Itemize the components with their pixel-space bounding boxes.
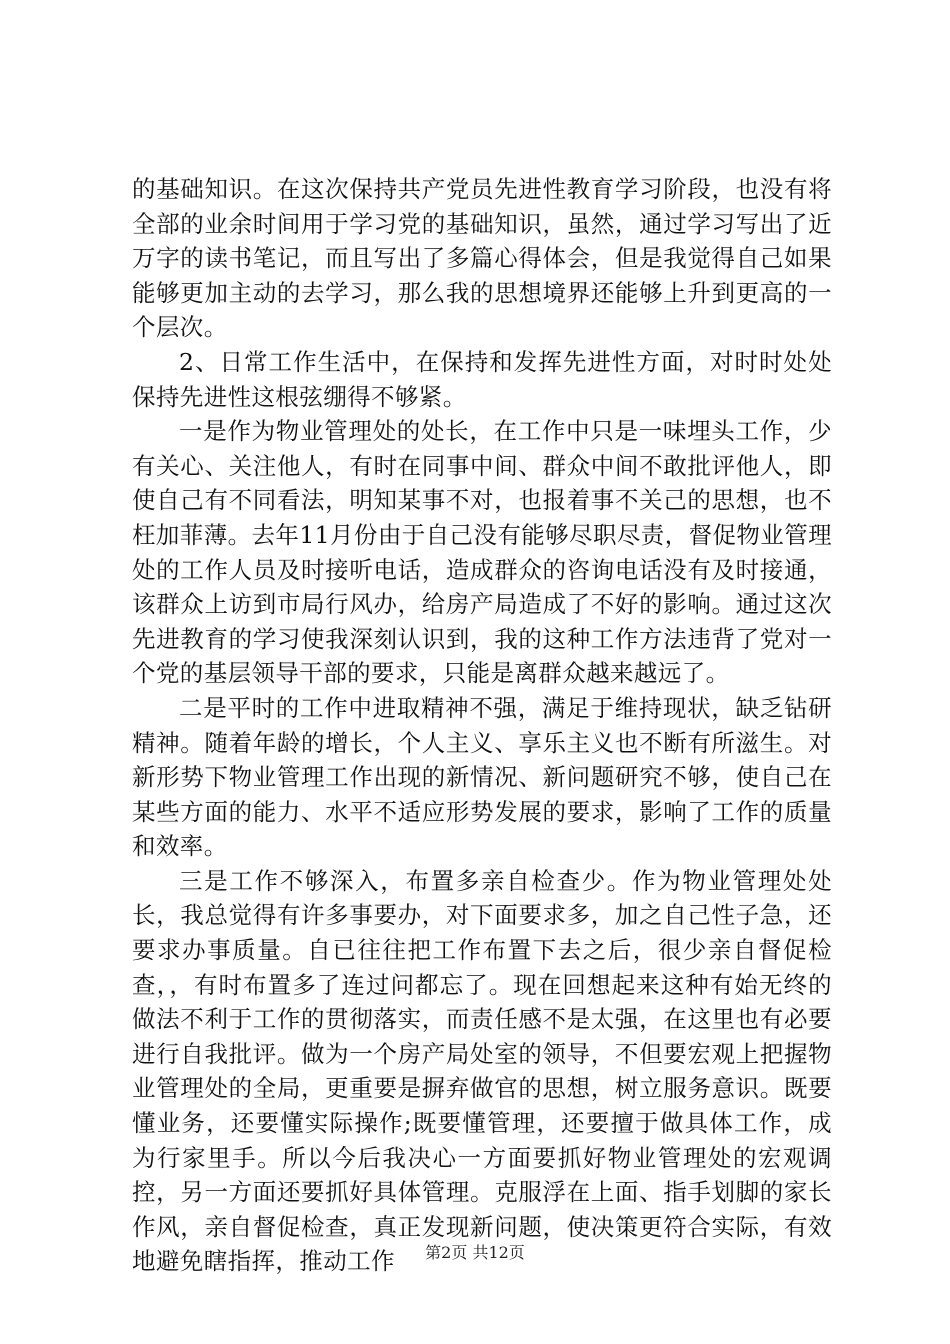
paragraph-3: 一是作为物业管理处的处长，在工作中只是一味埋头工作，少有关心、关注他人，有时在同事中间、群众中间不敢批评他人，即使自己有不同看法，明知某事不对，也报着事不关己的思想，也不枉加菲薄。去年11月份由于自己没有能够尽职尽责，督促物业管理处的工作人员及时接听电话，造成群众的咨询电话没有及时接通，该群众上访到市局行风办，给房产局造成了不好的影响。通过这次先进教育的学习使我深刻认识到，我的这种工作方法违背了党对一个党的基层领导干部的要求，只能是离群众越来越远了。 [132, 417, 832, 688]
page-number-footer: 第2页 共12页 [425, 1243, 525, 1262]
paragraph-2: 2、日常工作生活中，在保持和发挥先进性方面，对时时处处保持先进性这根弦绷得不够紧。 [132, 347, 832, 411]
paragraph-5: 三是工作不够深入，布置多亲自检查少。作为物业管理处处长，我总觉得有许多事要办，对下面要求多，加之自己性子急，还要求办事质量。自已往往把工作布置下去之后，很少亲自督促检查，，有时布置多了连过问都忘了。现在回想起来这种有始无终的做法不利于工作的贯彻落实，而责任感不是太强，在这里也有必要进行自我批评。做为一个房产局处室的领导，不但要宏观上把握物业管理处的全局，更重要是摒弃做官的思想，树立服务意识。既要懂业务，还要懂实际操作;既要懂管理，还要擅于做具体工作，成为行家里手。所以今后我决心一方面要抓好物业管理处的宏观调控，另一方面还要抓好具体管理。克服浮在上面、指手划脚的家长作风，亲自督促检查，真正发现新问题，使决策更符合实际，有效地避免瞎指挥，推动工作 [132, 866, 832, 1276]
paragraph-1: 的基础知识。在这次保持共产党员先进性教育学习阶段，也没有将全部的业余时间用于学习党的基础知识，虽然，通过学习写出了近万字的读书笔记，而且写出了多篇心得体会，但是我觉得自己如果能够更加主动的去学习，那么我的思想境界还能够上升到更高的一个层次。 [132, 175, 832, 342]
document-body [132, 172, 832, 1279]
paragraph-4: 二是平时的工作中进取精神不强，满足于维持现状，缺乏钻研精神。随着年龄的增长，个人主义、享乐主义也不断有所滋生。对新形势下物业管理工作出现的新情况、新问题研究不够，使自己在某些方面的能力、水平不适应形势发展的要求，影响了工作的质量和效率。 [132, 693, 832, 861]
